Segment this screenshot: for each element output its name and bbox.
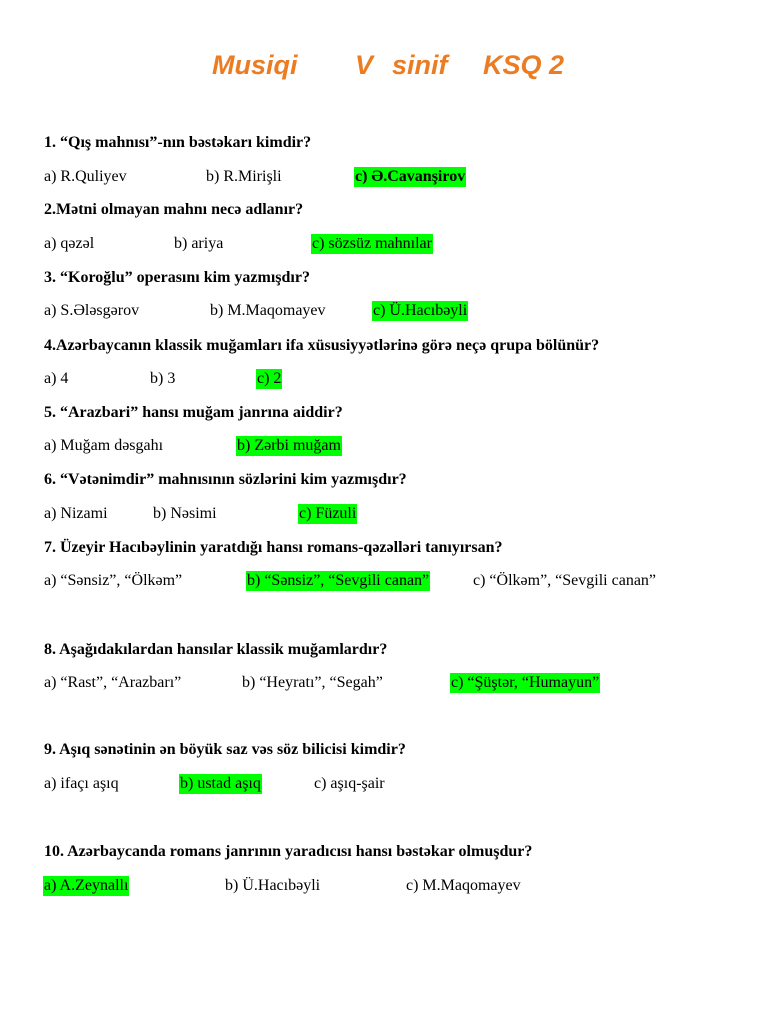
- q10-option-c: c) M.Maqomayev: [406, 877, 521, 894]
- q4-option-a: a) 4: [44, 370, 69, 387]
- q8-option-a: a) “Rast”, “Arazbarı”: [44, 674, 182, 691]
- q2-option-a: a) qəzəl: [44, 235, 95, 252]
- q1-option-b: b) R.Mirişli: [206, 168, 282, 185]
- q2-option-c-correct: c) sözsüz mahnılar: [312, 235, 432, 252]
- q3-option-b: b) M.Maqomayev: [210, 302, 326, 319]
- q2-option-b: b) ariya: [174, 235, 224, 252]
- q8-option-c-correct: c) “Şüştər, “Humayun”: [451, 674, 600, 691]
- question-7: 7. Üzeyir Hacıbəylinin yaratdığı hansı romans-qəzəlləri tanıyırsan?: [44, 539, 503, 556]
- question-9: 9. Aşıq sənətinin ən böyük saz vəs söz bilicisi kimdir?: [44, 741, 406, 758]
- q4-option-c-correct: c) 2: [257, 370, 282, 387]
- title-grade-roman: V: [355, 50, 374, 80]
- q9-option-c: c) aşıq-şair: [314, 775, 385, 792]
- q1-option-c-correct: c) Ə.Cavanşirov: [355, 168, 466, 185]
- q3-option-a: a) S.Ələsgərov: [44, 302, 140, 319]
- q6-option-a: a) Nizami: [44, 505, 108, 522]
- question-1: 1. “Qış mahnısı”-nın bəstəkarı kimdir?: [44, 134, 312, 151]
- question-6: 6. “Vətənimdir” mahnısının sözlərini kim yazmışdır?: [44, 471, 407, 488]
- q10-option-b: b) Ü.Hacıbəyli: [225, 877, 321, 894]
- page-title: [0, 50, 768, 90]
- q10-option-a-correct: a) A.Zeynallı: [44, 877, 129, 894]
- q5-option-b-correct: b) Zərbi muğam: [237, 437, 341, 454]
- q8-option-b: b) “Heyratı”, “Segah”: [242, 674, 383, 691]
- title-grade-word: sinif: [392, 50, 448, 80]
- q7-option-c: c) “Ölkəm”, “Sevgili canan”: [473, 572, 657, 589]
- q6-option-c-correct: c) Füzuli: [299, 505, 357, 522]
- title-test: KSQ 2: [483, 50, 565, 80]
- question-3: 3. “Koroğlu” operasını kim yazmışdır?: [44, 269, 310, 286]
- question-5: 5. “Arazbari” hansı muğam janrına aiddir?: [44, 404, 343, 421]
- question-8: 8. Aşağıdakılardan hansılar klassik muğamlardır?: [44, 641, 388, 658]
- q1-option-a: a) R.Quliyev: [44, 168, 127, 185]
- question-2: 2.Mətni olmayan mahnı necə adlanır?: [44, 201, 304, 218]
- q6-option-b: b) Nəsimi: [153, 505, 217, 522]
- q7-option-b-correct: b) “Sənsiz”, “Sevgili canan”: [247, 572, 430, 589]
- q3-option-c-correct: c) Ü.Hacıbəyli: [373, 302, 468, 319]
- title-subject: Musiqi: [212, 50, 298, 80]
- q4-option-b: b) 3: [150, 370, 176, 387]
- q9-option-a: a) ifaçı aşıq: [44, 775, 119, 792]
- q9-option-b-correct: b) ustad aşıq: [180, 775, 261, 792]
- question-4: 4.Azərbaycanın klassik muğamları ifa xüsusiyyətlərinə görə neçə qrupa bölünür?: [44, 337, 600, 354]
- question-10: 10. Azərbaycanda romans janrının yaradıcısı hansı bəstəkar olmuşdur?: [44, 843, 533, 860]
- q5-option-a: a) Muğam dəsgahı: [44, 437, 164, 454]
- q7-option-a: a) “Sənsiz”, “Ölkəm”: [44, 572, 183, 589]
